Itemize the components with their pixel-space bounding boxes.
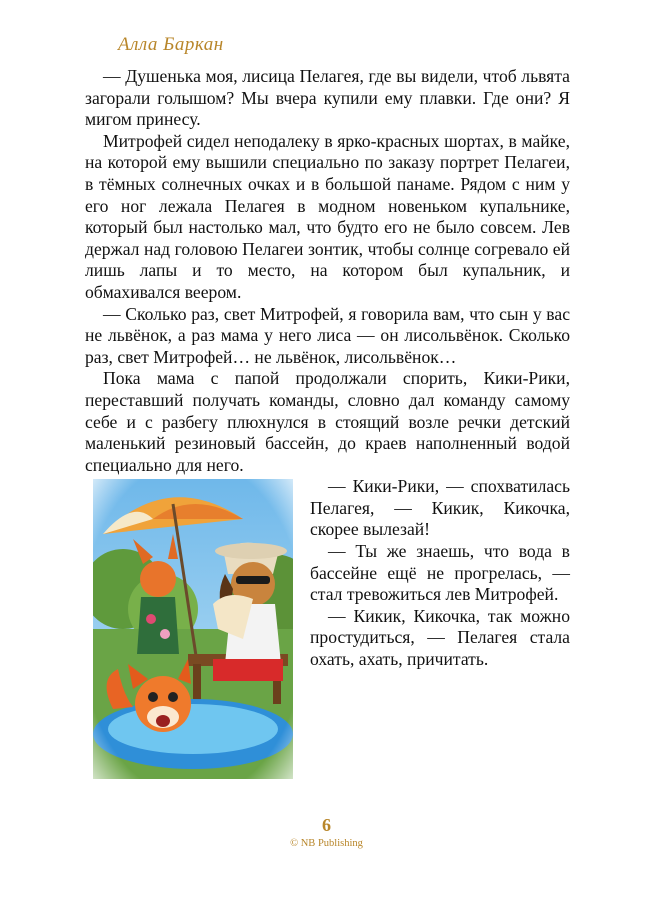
paragraph: — Кикик, Кикочка, так можно простудиться, — Пелагея стала охать, ахать, причитать.	[310, 605, 570, 670]
running-header-author: Алла Баркан	[118, 34, 224, 55]
illustration-section	[85, 476, 570, 670]
publisher-credit: © NB Publishing	[290, 838, 363, 849]
page-number: 6	[322, 815, 331, 835]
paragraph: — Душенька моя, лисица Пелагея, где вы видели, чтоб львята загорали голышом? Мы вчера купили ему плавки. Где они? Я мигом принесу.	[85, 66, 570, 130]
page-body	[85, 66, 570, 671]
paragraph: — Сколько раз, свет Митрофей, я говорила вам, что сын у вас не львёнок, а раз мама у него лиса — он лисольвёнок. Сколько раз, свет Митрофей… не львёнок, лисольвёнок…	[85, 303, 570, 367]
text-beside-illustration	[310, 476, 570, 670]
paragraph: Пока мама с папой продолжали спорить, Кики-Рики, переставший получать команды, словно дал команду самому себе и с разбегу плюхнулся в стоящий возле речки детский маленький резиновый бассейн, до краев наполненный водой специально для него.	[85, 368, 570, 475]
paragraph: — Ты же знаешь, что вода в бассейне ещё не прогрелась, — стал тревожиться лев Митрофей.	[310, 541, 570, 605]
paragraph: Митрофей сидел неподалеку в ярко-красных шортах, в майке, на которой ему вышили специально по заказу портрет Пелагеи, в тёмных солнечных очках и в большой панаме. Рядом с ним у его ног лежала Пелагея в модном новеньком купальнике, который был настолько мал, что будто его не было совсем. Лев держал над головою Пелагеи зонтик, чтобы солнце согревало ей лишь лапы и то место, на котором был купальник, и обмахивался веером.	[85, 130, 570, 302]
paragraph: — Кики-Рики, — спохватилась Пелагея, — Кикик, Кикочка, скорее вылезай!	[310, 476, 570, 540]
illustration-lion-fox-family-image	[93, 479, 293, 779]
